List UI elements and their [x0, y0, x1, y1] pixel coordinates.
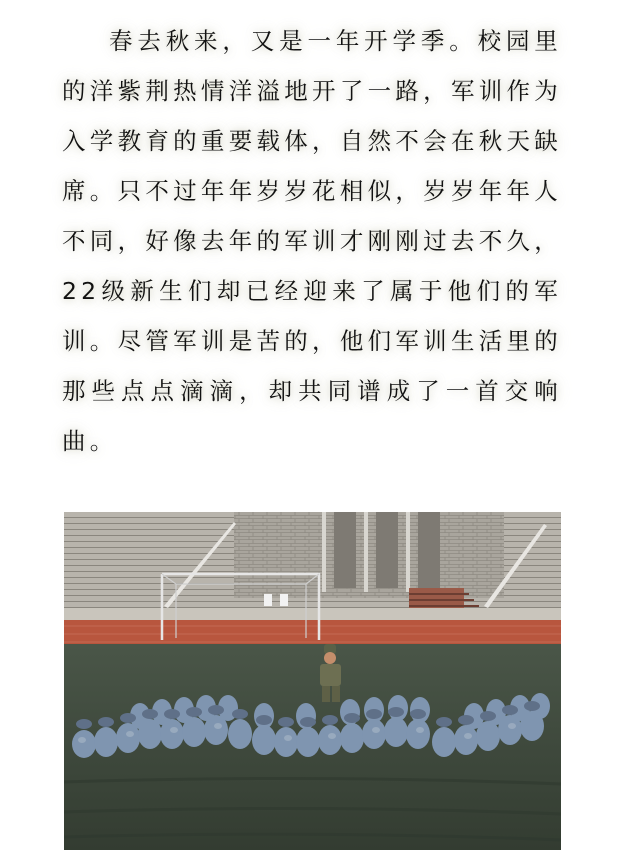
article-paragraph: 春去秋来，又是一年开学季。校园里的洋紫荆热情洋溢地开了一路，军训作为入学教育的重要载体，自然不会在秋天缺席。只不过年年岁岁花相似，岁岁年年人不同，好像去年的军训才刚刚过去不久，22级新生们却已经迎来了属于他们的军训。尽管军训是苦的，他们军训生活里的那些点点滴滴，却共同谱成了一首交响曲。: [62, 27, 562, 455]
article-body: [62, 16, 562, 466]
military-training-photo: [64, 512, 561, 850]
